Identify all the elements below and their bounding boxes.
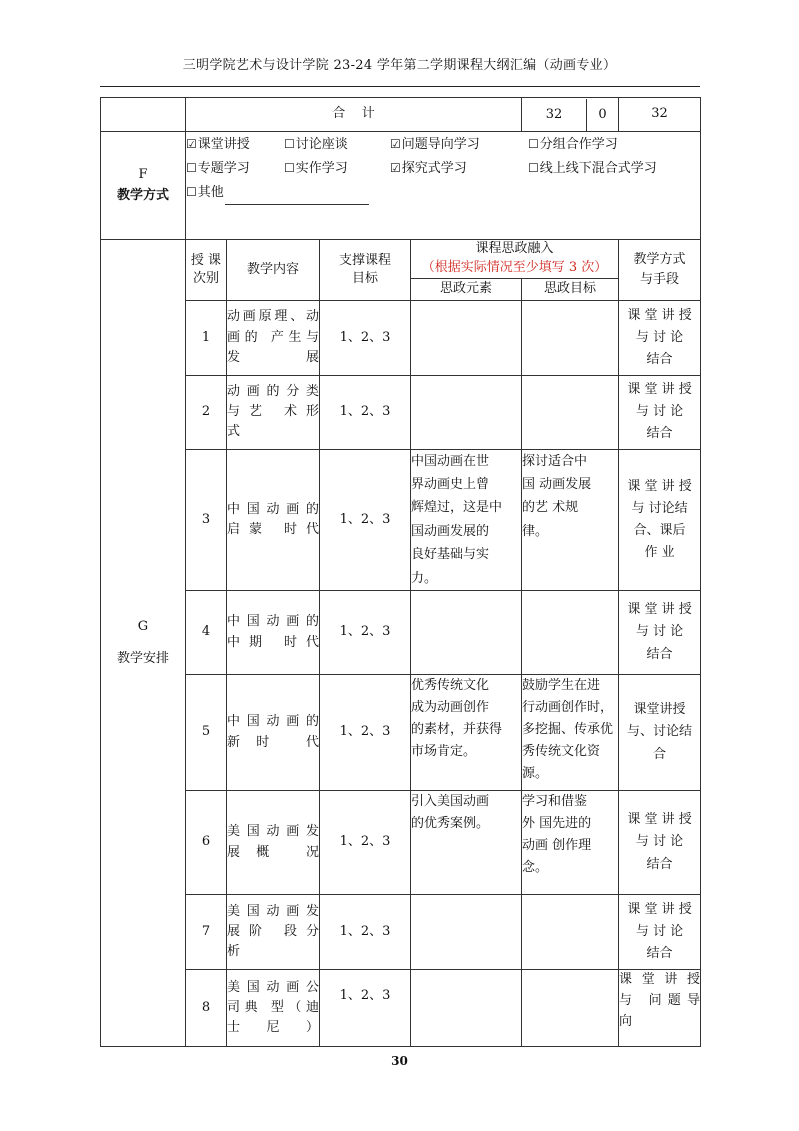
row-session: 4 — [186, 591, 227, 675]
method-option-label: 实作学习 — [295, 161, 348, 176]
header-ideology-title: 课程思政融入 — [475, 241, 554, 256]
row-goals: 探讨适合中 国 动画发展 的艺 术规 律。 — [522, 449, 619, 590]
header-divider — [100, 86, 700, 87]
row-elements — [411, 591, 522, 675]
row-target: 1、2、3 — [320, 970, 411, 1047]
method-option-blended[interactable] — [528, 156, 678, 180]
total-row-label-empty — [101, 98, 186, 132]
method-option-label: 分组合作学习 — [539, 137, 618, 152]
row-target: 1、2、3 — [320, 675, 411, 791]
checkbox-checked-icon: ☑ — [390, 161, 401, 175]
method-option-problem-based[interactable] — [390, 132, 528, 156]
methods-label: 教学方式 — [116, 187, 169, 203]
schedule-code: G — [137, 618, 149, 634]
row-content: 美国动画发 展概 况 — [227, 791, 320, 895]
total-value-2: 0 — [598, 106, 607, 122]
table-row — [101, 675, 701, 791]
methods-options-row-2 — [186, 156, 700, 180]
row-session: 1 — [186, 300, 227, 375]
row-elements — [411, 300, 522, 375]
row-session: 6 — [186, 791, 227, 895]
row-goals — [522, 375, 619, 449]
row-method: 课 堂 讲 授 与 讨论结 合、课后 作 业 — [619, 449, 701, 590]
row-session: 2 — [186, 375, 227, 449]
row-content: 中国动画的 启蒙 时代 — [227, 449, 320, 590]
row-method: 课 堂 讲 授 与 讨 论 结合 — [619, 791, 701, 895]
schedule-header-row — [101, 240, 701, 279]
method-option-other[interactable] — [186, 180, 369, 204]
checkbox-empty-icon: ☐ — [528, 137, 539, 151]
method-option-lecture[interactable] — [186, 132, 284, 156]
row-method: 课 堂 讲 授 与 问题导 向 — [619, 970, 701, 1047]
row-goals — [522, 591, 619, 675]
row-session: 3 — [186, 449, 227, 590]
method-option-label: 课堂讲授 — [197, 137, 250, 152]
method-option-label: 线上线下混合式学习 — [539, 161, 657, 176]
method-option-label: 其他 — [197, 185, 224, 200]
row-session: 8 — [186, 970, 227, 1047]
checkbox-checked-icon: ☑ — [186, 137, 197, 151]
row-session: 5 — [186, 675, 227, 791]
methods-options-row-3 — [186, 180, 700, 204]
row-method: 课 堂 讲 授 与 讨 论 结合 — [619, 895, 701, 970]
header-goals: 思政目标 — [522, 278, 619, 300]
method-option-practice[interactable] — [284, 156, 390, 180]
table-row — [101, 300, 701, 375]
header-target: 支撑课程 目标 — [320, 240, 411, 301]
methods-code: F — [138, 167, 148, 183]
method-option-group[interactable] — [528, 132, 678, 156]
header-elements: 思政元素 — [411, 278, 522, 300]
methods-options-row-1 — [186, 132, 700, 156]
method-option-label: 专题学习 — [197, 161, 250, 176]
table-row — [101, 791, 701, 895]
total-value-3: 32 — [619, 98, 701, 132]
table-row — [101, 970, 701, 1047]
table-row — [101, 449, 701, 590]
row-content: 美国动画发 展阶 段分 析 — [227, 895, 320, 970]
method-option-label: 讨论座谈 — [295, 137, 348, 152]
row-goals — [522, 970, 619, 1047]
table-row — [101, 895, 701, 970]
header-ideology-note: （根据实际情况至少填写 3 次） — [421, 259, 608, 275]
row-content: 动画原理、动 画的 产生与 发展 — [227, 300, 320, 375]
header-session: 授 课 次别 — [186, 240, 227, 301]
row-target: 1、2、3 — [320, 591, 411, 675]
row-target: 1、2、3 — [320, 300, 411, 375]
row-goals — [522, 300, 619, 375]
row-goals — [522, 895, 619, 970]
total-label-text: 合 计 — [332, 106, 375, 122]
checkbox-empty-icon: ☐ — [284, 161, 295, 175]
row-session: 7 — [186, 895, 227, 970]
method-option-label: 探究式学习 — [401, 161, 467, 176]
page-header: 三明学院艺术与设计学院 23-24 学年第二学期课程大纲汇编（动画专业） — [182, 58, 617, 73]
header-method: 教学方式 与手段 — [619, 240, 701, 301]
row-elements — [411, 970, 522, 1047]
method-option-topic[interactable] — [186, 156, 284, 180]
methods-options — [186, 132, 701, 240]
row-content: 中国动画的 中期 时代 — [227, 591, 320, 675]
methods-label-cell — [101, 132, 186, 240]
row-elements: 引入美国动画 的优秀案例。 — [411, 791, 522, 895]
row-goals: 鼓励学生在进 行动画创作时， 多挖掘、传承优 秀传统文化资 源。 — [522, 675, 619, 791]
schedule-label: 教学安排 — [116, 651, 169, 667]
row-goals: 学习和借鉴 外 国先进的 动画 创作理 念。 — [522, 791, 619, 895]
page-number: 30 — [391, 1054, 408, 1068]
method-option-label: 问题导向学习 — [401, 137, 480, 152]
total-row — [101, 98, 701, 132]
row-elements: 优秀传统文化 成为动画创作 的素材，并获得 市场肯定。 — [411, 675, 522, 791]
row-method: 课堂讲授 与、讨论结 合 — [619, 675, 701, 791]
row-content: 美国动画公 司典 型（迪 士尼） — [227, 970, 320, 1047]
row-target: 1、2、3 — [320, 375, 411, 449]
other-fill-line[interactable] — [225, 189, 369, 205]
row-method: 课 堂 讲 授 与 讨 论 结合 — [619, 300, 701, 375]
checkbox-checked-icon: ☑ — [390, 137, 401, 151]
method-option-discussion[interactable] — [284, 132, 390, 156]
row-method: 课 堂 讲 授 与 讨 论 结合 — [619, 375, 701, 449]
total-label — [186, 98, 522, 132]
method-option-inquiry[interactable] — [390, 156, 528, 180]
row-target: 1、2、3 — [320, 791, 411, 895]
checkbox-empty-icon: ☐ — [186, 185, 197, 199]
checkbox-empty-icon: ☐ — [284, 137, 295, 151]
row-target: 1、2、3 — [320, 449, 411, 590]
total-value-1: 32 — [522, 99, 587, 131]
table-row — [101, 375, 701, 449]
row-content: 中国动画的 新时 代 — [227, 675, 320, 791]
row-content: 动画的分类 与艺 术形 式 — [227, 375, 320, 449]
row-target: 1、2、3 — [320, 895, 411, 970]
schedule-label-cell — [101, 240, 186, 1047]
checkbox-empty-icon: ☐ — [186, 161, 197, 175]
checkbox-empty-icon: ☐ — [528, 161, 539, 175]
methods-row — [101, 132, 701, 240]
header-ideology — [411, 240, 619, 279]
row-elements — [411, 375, 522, 449]
row-elements — [411, 895, 522, 970]
row-elements: 中国动画在世 界动画史上曾 辉煌过，这是中 国动画发展的 良好基础与实 力。 — [411, 449, 522, 590]
header-content: 教学内容 — [227, 240, 320, 301]
syllabus-table — [100, 97, 701, 1047]
total-values-cell — [522, 98, 619, 132]
row-method: 课 堂 讲 授 与 讨 论 结合 — [619, 591, 701, 675]
table-row — [101, 591, 701, 675]
